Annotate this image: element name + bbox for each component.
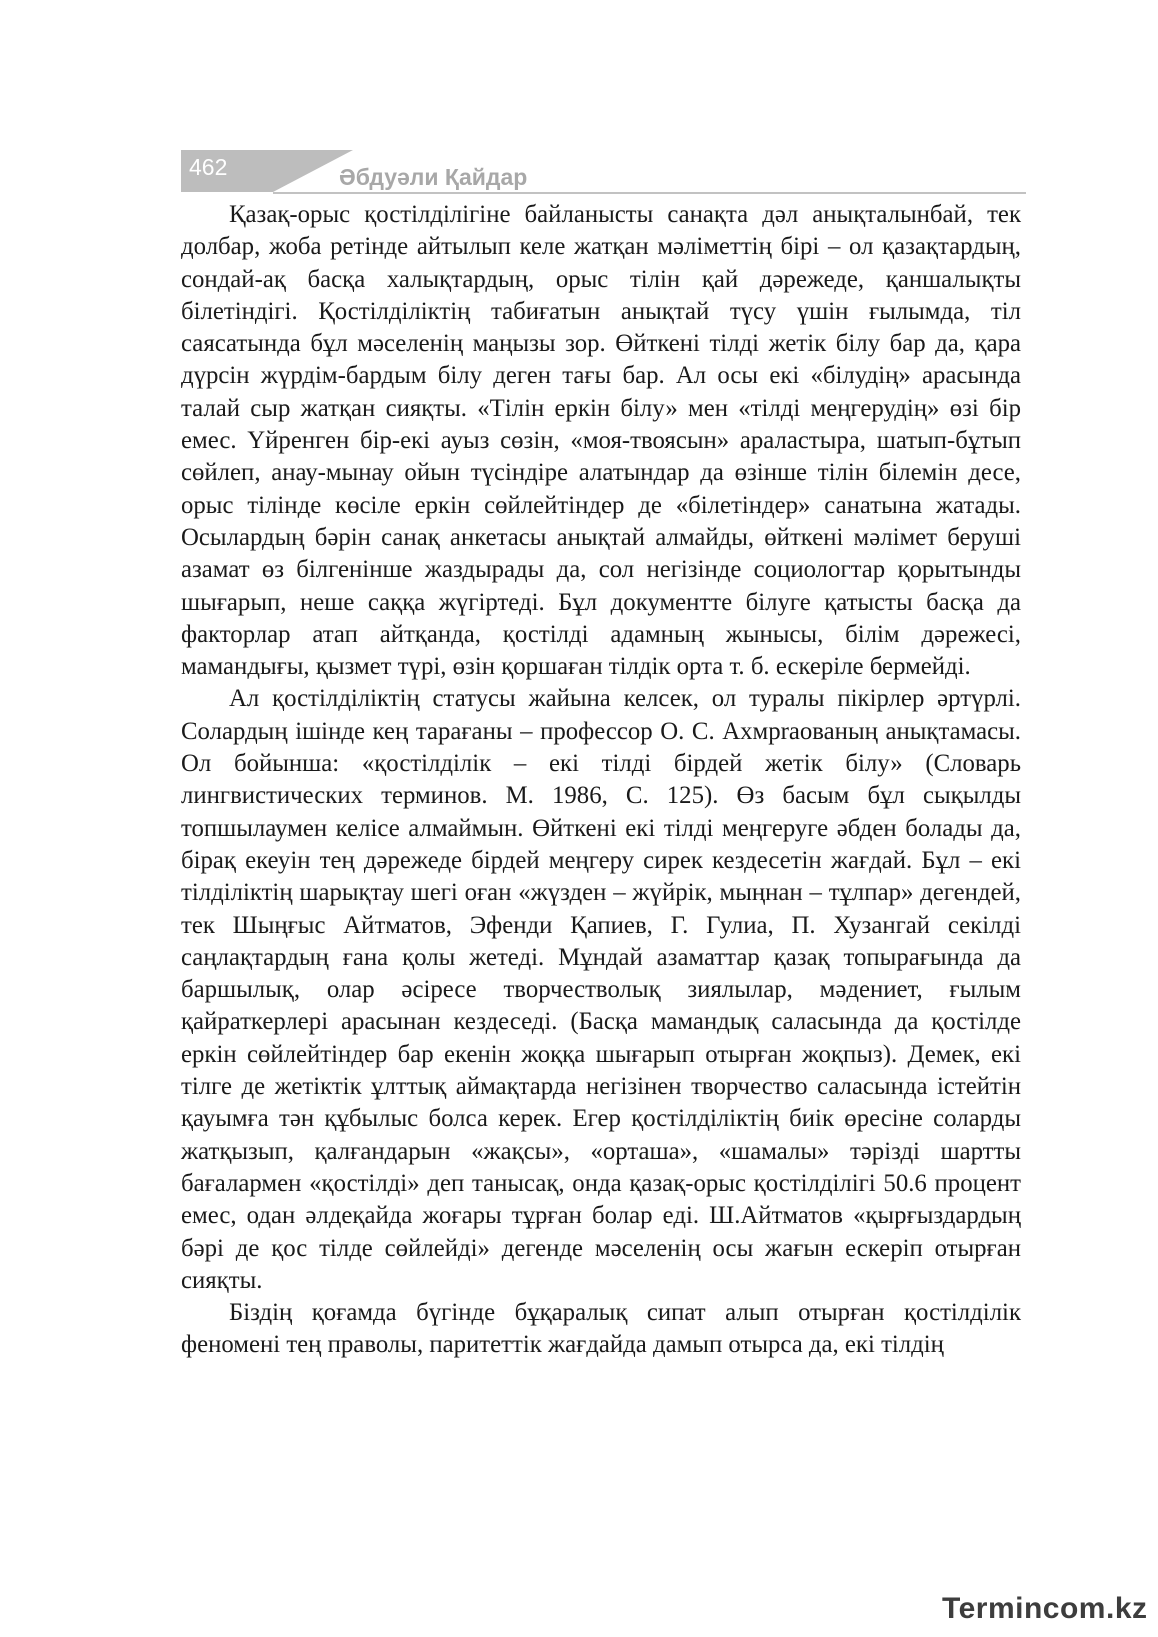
body-text [181,199,1021,1362]
page-header [181,150,1026,196]
header-rule [273,192,1026,194]
paragraph: Ал қостілділіктің статусы жайына келсек, ол туралы пікірлер әртүрлі. Солардың ішінде кең тарағаны – профессор О. С. Ахмpraованың анықтамасы. Ол бойынша: «қостілділік – екі тілді бірдей жетік білу» (Словарь лингвистических терминов. М. 1986, С. 125). Өз басым бұл сықылды топшылаумен келісе алмаймын. Өйткені екі тілді меңгеруге әбден болады да, бірақ екеуін тең дәрежеде бірдей меңгеру сирек кездесетін жағдай. Бұл – екі тілділіктің шарықтау шегі оған «жүзден – жүйрік, мыңнан – тұлпар» дегендей, тек Шыңғыс Айтматов, Эфенди Қапиев, Г. Гулиа, П. Хузангай секілді саңлақтардың ғана қолы жетеді. Мұндай азаматтар қазақ топырағында да баршылық, олар әсіресе творчестволық зиялылар, мәдениет, ғылым қайраткерлері арасынан кездеседі. (Басқа мамандық саласында да қостілде еркін сөйлейтіндер бар екенін жоққа шығарып отырған жоқпыз). Демек, екі тілге де жетіктік ұлттық аймақтарда негізінен творчество саласында істейтін қауымға тән құбылыс болса керек. Егер қостілділіктің биік өресіне соларды жатқызып, қалғандарын «жақсы», «орташа», «шамалы» тәрізді шартты бағалармен «қостілді» деп танысақ, онда қазақ-орыс қостілділігі 50.6 процент емес, одан әлдеқайда жоғары тұрған болар еді. Ш.Айтматов «қырғыздардың бәрі де қос тілде сөйлейді» дегенде мәселенің осы жағын ескеріп отырған сияқты. [181,685,1021,1294]
paragraph: Қазақ-орыс қостілділігіне байланысты санақта дәл анықталынбай, тек долбар, жоба ретінде айтылып келе жатқан мәліметтің бірі – ол қазақтардың, сондай-ақ басқа халықтардың, орыс тілін қай дәрежеде, қаншалықты білетіндігі. Қостілділіктің табиғатын анықтай түсу үшін ғылымда, тіл саясатында бұл мәселенің маңызы зор. Өйткені тілді жетік білу бар да, қара дүрсін жүрдім-бардым білу деген тағы бар. Ал осы екі «білудің» арасында талай сыр жатқан сияқты. «Тілін еркін білу» мен «тілді меңгерудің» өзі бір емес. Үйренген бір-екі ауыз сөзін, «моя-твоясын» араластыра, шатып-бұтып сөйлеп, анау-мынау ойын түсіндіре алатындар да өзінше тілін білемін десе, орыс тілінде көсіле еркін сөйлейтіндер де «білетіндер» санатына жатады. Осылардың бәрін санақ анкетасы анықтай алмайды, өйткені мәлімет беруші азамат өз білгенінше жаздырады да, сол негізінде социологтар қорытынды шығарып, неше саққа жүгіртеді. Бұл документте білуге қатысты басқа да факторлар атап айтқанда, қостілді адамның жынысы, білім дәрежесі, мамандығы, қызмет түрі, өзін қоршаған тілдік орта т. б. ескеріле бермейді. [181,201,1021,681]
page-number-box [181,150,273,192]
site-watermark: Termincom.kz [942,1592,1148,1625]
page-number: 462 [189,154,228,180]
paragraph: Біздің қоғамда бүгінде бұқаралық сипат алып отырған қостілділік феномені тең праволы, паритеттік жағдайда дамып отырса да, екі тілдің [181,1299,1021,1359]
running-head-author: Әбдуәли Қайдар [339,164,528,190]
